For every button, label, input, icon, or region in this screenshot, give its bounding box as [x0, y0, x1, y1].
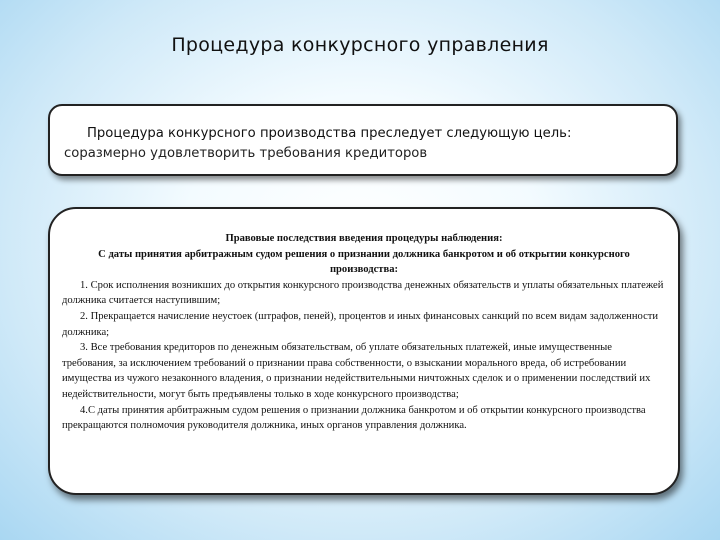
goal-text: соразмерно удовлетворить требования кредиторов [64, 146, 428, 161]
consequences-heading-line-2: С даты принятия арбитражным судом решения о признании должника банкротом и об открытии конкурсного производства: [98, 248, 630, 276]
goal-box [48, 104, 678, 176]
consequences-heading-line-1: Правовые последствия введения процедуры наблюдения: [225, 233, 503, 244]
consequences-heading [50, 231, 678, 278]
consequence-item-4: 4.С даты принятия арбитражным судом решения о признании должника банкротом и об открытии конкурсного производства прекращаются полномочия руководителя должника, иных органов управления должника. [62, 404, 646, 432]
consequence-item-1: 1. Срок исполнения возникших до открытия конкурсного производства денежных обязательств и уплаты обязательных платежей должника считается наступившим; [62, 279, 664, 307]
consequences-box [48, 207, 680, 495]
goal-heading: Процедура конкурсного производства преследует следующую цель: [87, 126, 572, 141]
consequences-list [50, 278, 678, 434]
consequence-item-3: 3. Все требования кредиторов по денежным обязательствам, об уплате обязательных платежей, иные имущественные требования, за исключением требований о признании права собственности, о взыскании морального вреда, об истребовании имущества из чужого незаконного владения, о признании недействительными ничтожных сделок и о применении последствий их недействительности, могут быть предъявлены только в ходе конкурсного производства; [62, 342, 651, 400]
slide-title: Процедура конкурсного управления [171, 34, 549, 56]
consequence-item-2: 2. Прекращается начисление неустоек (штрафов, пеней), процентов и иных финансовых санкций по всем видам задолженности должника; [62, 310, 659, 338]
